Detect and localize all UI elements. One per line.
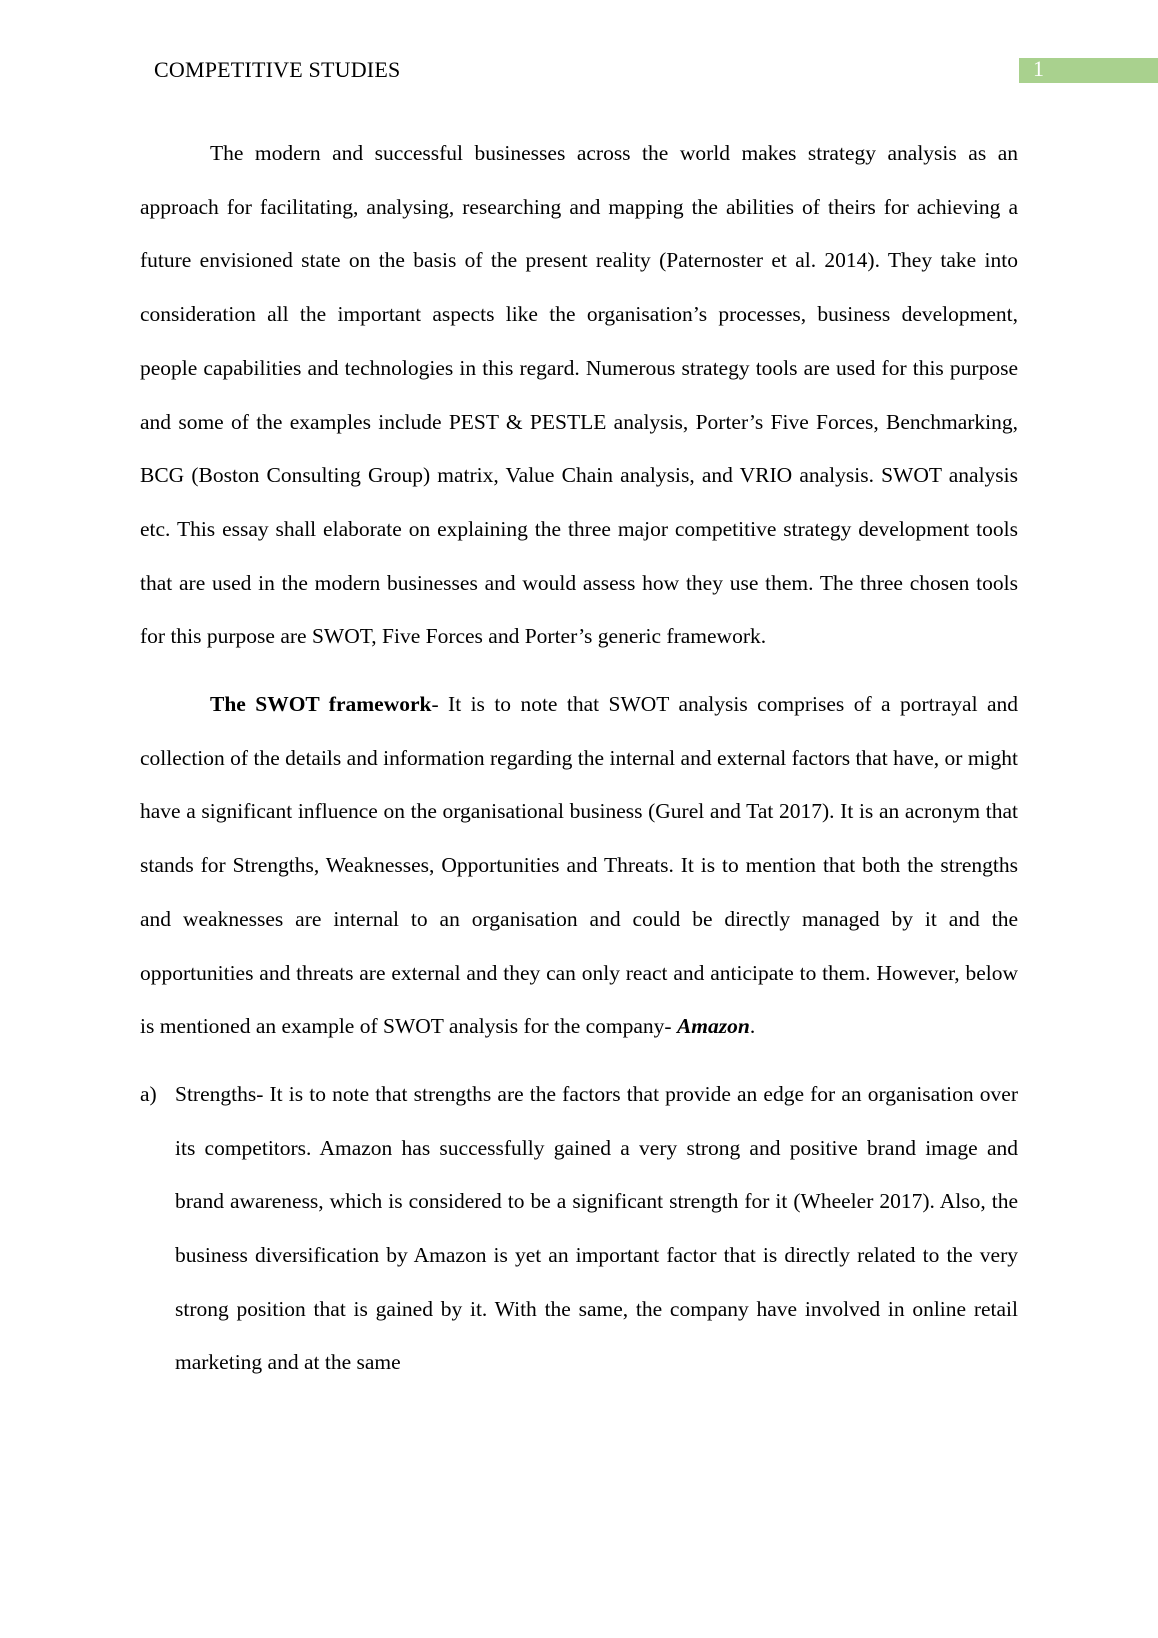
intro-paragraph: The modern and successful businesses across the world makes strategy analysis as an approach for facilitating, analysing, researching and mapping the abilities of theirs for achieving a future envisioned state on the basis of the present reality (Paternoster et al. 2014). They take into consideration all the important aspects like the organisation’s processes, business development, people capabilities and technologies in this regard. Numerous strategy tools are used for this purpose and some of the examples include PEST & PESTLE analysis, Porter’s Five Forces, Benchmarking, BCG (Boston Consulting Group) matrix, Value Chain analysis, and VRIO analysis. SWOT analysis etc. This essay shall elaborate on explaining the three major competitive strategy development tools that are used in the modern businesses and would assess how they use them. The three chosen tools for this purpose are SWOT, Five Forces and Porter’s generic framework. (140, 141, 1018, 649)
swot-list (140, 1068, 1018, 1390)
document-body (140, 127, 1018, 1390)
swot-paragraph-end: . (749, 1014, 756, 1039)
swot-paragraph (140, 678, 1018, 1054)
swot-heading: The SWOT framework (210, 692, 432, 717)
list-item-text: Strengths- It is to note that strengths are the factors that provide an edge for an organisation over its competitors. Amazon has successfully gained a very strong and positive brand image and brand awareness, which is considered to be a significant strength for it (Wheeler 2017). Also, the business diversification by Amazon is yet an important factor that is directly related to the very strong position that is gained by it. With the same, the company have involved in online retail marketing and at the same (175, 1081, 1018, 1375)
list-item-strengths (140, 1068, 1018, 1390)
page-number-badge (1019, 58, 1158, 83)
list-marker: a) (140, 1081, 157, 1106)
company-name: Amazon (676, 1014, 750, 1039)
page-number: 1 (1033, 56, 1044, 81)
swot-paragraph-text: - It is to note that SWOT analysis comprises of a portrayal and collection of the details and information regarding the internal and external factors that have, or might have a significant influence on the organisational business (Gurel and Tat 2017). It is an acronym that stands for Strengths, Weaknesses, Opportunities and Threats. It is to mention that both the strengths and weaknesses are internal to an organisation and could be directly managed by it and the opportunities and threats are external and they can only react and anticipate to them. However, below is mentioned an example of SWOT analysis for the company- (140, 692, 1019, 1039)
running-header-title: COMPETITIVE STUDIES (154, 57, 401, 82)
